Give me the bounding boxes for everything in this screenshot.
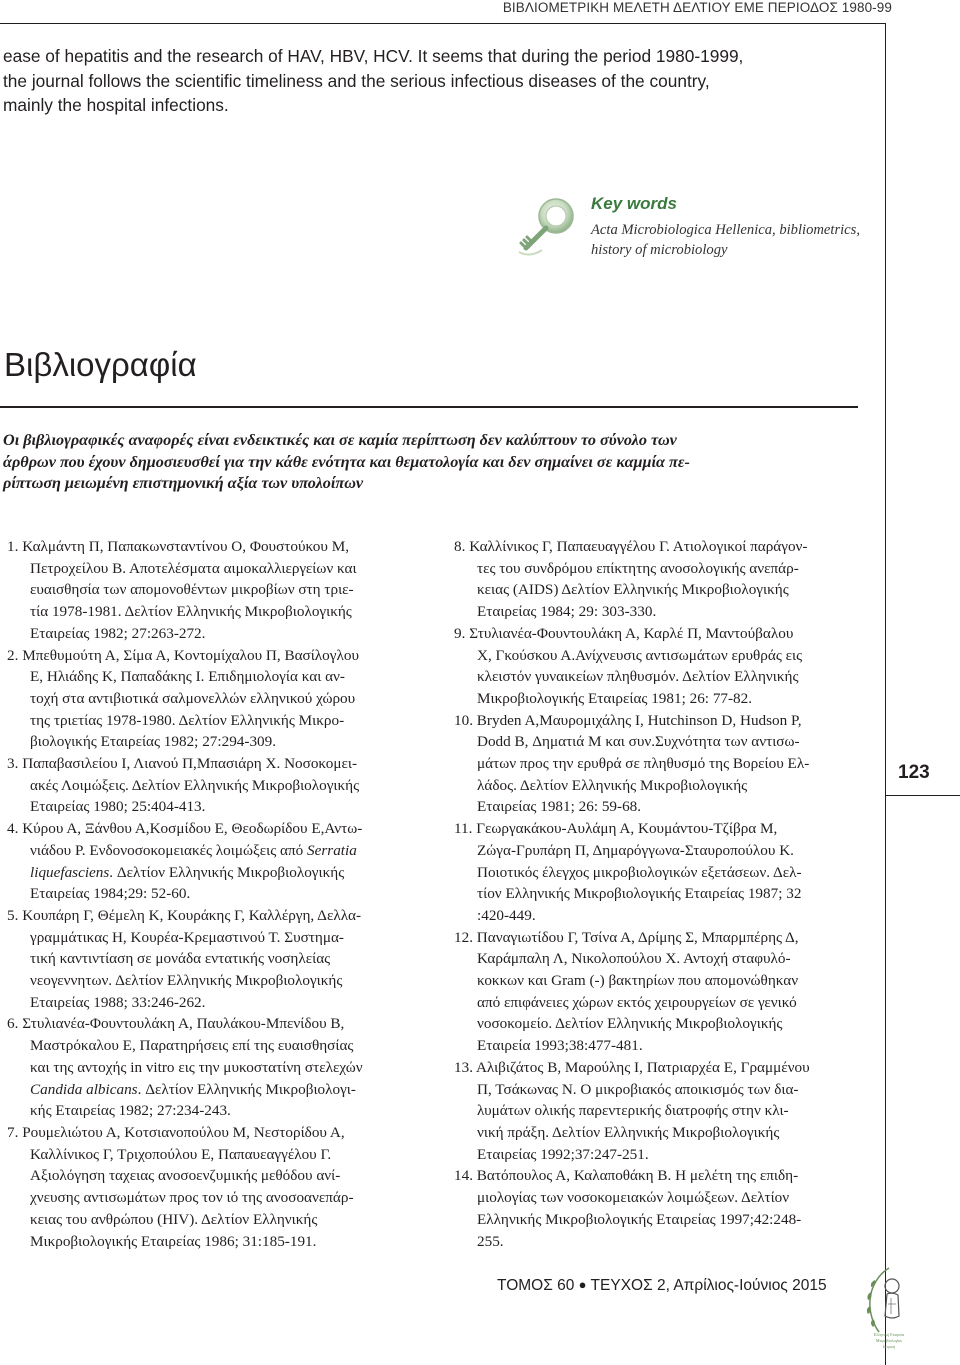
reference-text: μιολογίας των νοσοκομειακών λοιμώξεων. Δελτίον [477, 1189, 790, 1207]
reference-text: από επιφάνειες χώρων εκτός χειρουργείων σε γενικό [477, 993, 797, 1011]
reference-text: τες του συνδρόμου επίκτητης ανοσολογικής ανεπάρ- [477, 559, 799, 577]
reference-line [454, 558, 862, 580]
reference-text: Χ, Γκούσκου Α.Ανίχνευσις αντισωμάτων ερυθράς εις [477, 646, 803, 664]
bullet-icon: ● [578, 1277, 587, 1292]
reference-text: τοχή στα αντιβιοτικά σαλμονελλών ελληνικού χώρου [30, 689, 356, 707]
reference-text: 13. Αλιβιζάτος Β, Μαρούλης Ι, Πατριαρχέα Ε, Γραμμένου [454, 1058, 810, 1076]
reference-line [454, 1100, 862, 1122]
reference-line [7, 688, 415, 710]
reference-text: Μικροβιολογικής Εταιρείας 1981; 26: 77-82. [477, 689, 753, 707]
section-title: Βιβλιογραφία [4, 346, 197, 383]
society-seal-icon [861, 1264, 917, 1354]
reference-start-line [7, 645, 415, 667]
keywords-list [591, 220, 881, 260]
reference-start-line [454, 710, 862, 732]
reference-text: Ελληνικής Μικροβιολογικής Εταιρείας 1997;42:248- [477, 1210, 802, 1228]
reference-text: Dodd B, Δηματιά Μ και συν.Συχνότητα των αντισω- [477, 733, 800, 751]
reference-line [454, 1079, 862, 1101]
species-name: Serratia [307, 841, 357, 859]
reference-text: Μικροβιολογικής Εταιρείας 1986; 31:185-191. [30, 1232, 317, 1250]
reference-text: κειας του ανθρώπου (HIV). Δελτίον Ελληνικής [30, 1210, 318, 1228]
reference-line [454, 1187, 862, 1209]
reference-text: :420-449. [477, 906, 536, 924]
reference-start-line [7, 1013, 415, 1035]
reference-text: λυμάτων ολικής παρεντερικής διατροφής στην κλι- [477, 1102, 789, 1120]
reference-text: και της αντοχής in vitro εις την μυκοστατίνη στελεχών [30, 1058, 363, 1076]
reference-text: 4. Κύρου Α, Ξάνθου Α,Κοσμίδου Ε, Θεοδωρίδου Ε,Αντω- [7, 820, 363, 838]
reference-line [7, 1231, 415, 1253]
reference-text: . Δελτίον Ελληνικής Μικροβιολογικής [109, 863, 345, 881]
reference-text: 8. Καλλίνικος Γ, Παπαευαγγέλου Γ. Ατιολογικοί παράγον- [454, 538, 808, 555]
keywords-title: Key words [591, 194, 677, 213]
reference-text: Εταιρεία 1993;38:477-481. [477, 1037, 643, 1055]
reference-line [454, 840, 862, 862]
reference-text: 11. Γεωργακάκου-Αυλάμη Α, Κουμάντου-Τζίβρα Μ, [454, 820, 778, 838]
reference-text: 3. Παπαβασιλείου Ι, Λιανού Π,Μπασιάρη Χ. Νοσοκομει- [7, 755, 358, 773]
reference-line [7, 666, 415, 688]
reference-text: Ποιοτικός έλεγχος μικροβιολογικών εξετάσεων. Δελ- [477, 863, 802, 881]
reference-text: 1. Καλμάντη Π, Παπακωνσταντίνου Ο, Φουστούκου Μ, [7, 538, 350, 555]
reference-line [454, 666, 862, 688]
reference-line [7, 1187, 415, 1209]
reference-start-line [454, 1057, 862, 1079]
reference-start-line [454, 818, 862, 840]
reference-text: Εταιρείας 1988; 33:246-262. [30, 993, 206, 1011]
reference-line [454, 1035, 862, 1057]
reference-start-line [7, 753, 415, 775]
reference-text: Αξιολόγηση ταχειας ανοσοενζυμικής μεθόδου ανί- [30, 1167, 341, 1185]
reference-text: Εταιρείας 1982; 27:263-272. [30, 624, 206, 642]
reference-text: Εταιρείας 1984;29: 52-60. [30, 885, 191, 903]
reference-text: γραμμάτικας Η, Κουρέα-Κρεμαστινού Τ. Συστημα- [30, 928, 344, 946]
page-number: 123 [898, 762, 930, 783]
header-rule [0, 23, 886, 24]
reference-text: λάδος. Δελτίον Ελληνικής Μικροβιολογικής [477, 776, 748, 794]
reference-text: 7. Ρουμελιώτου Α, Κοτσιανοπούλου Μ, Νεστορίδου Α, [7, 1123, 345, 1141]
reference-text: ακές Λοιμώξεις. Δελτίον Ελληνικής Μικροβιολογικής [30, 776, 360, 794]
reference-text: 255. [477, 1232, 504, 1250]
reference-line [7, 1057, 415, 1079]
reference-line [454, 905, 862, 927]
reference-line [7, 623, 415, 645]
reference-text: Εταιρείας 1980; 25:404-413. [30, 798, 206, 816]
abstract-line: the journal follows the scientific timeliness and the serious infectious diseases of the country, [3, 70, 710, 91]
reference-line [7, 840, 415, 862]
reference-start-line [7, 536, 415, 558]
reference-line [454, 862, 862, 884]
reference-line [7, 1144, 415, 1166]
reference-line [7, 927, 415, 949]
abstract-line: mainly the hospital infections. [3, 95, 229, 115]
reference-text: 14. Βατόπουλος Α, Καλαποθάκη Β. Η μελέτη της επιδη- [454, 1167, 799, 1185]
reference-line [7, 992, 415, 1014]
reference-text: κοκκων και Gram (-) βακτηρίων που απομονώθηκαν [477, 972, 799, 990]
reference-line [454, 948, 862, 970]
reference-text: κλειστόν γυναικείων πληθυσμόν. Δελτίον Ελληνικής [477, 668, 799, 686]
reference-text: βιολογικής Εταιρείας 1982; 27:294-309. [30, 733, 277, 751]
reference-text: Ζώγα-Γρυπάρη Π, Δημαρόγγωνα-Σταυροπούλου Κ. [477, 841, 794, 859]
reference-text: μάτων προς την ερυθρά σε πληθυσμό της Βορείου Ελ- [477, 755, 810, 773]
reference-line [454, 579, 862, 601]
reference-line [454, 796, 862, 818]
reference-text: Εταιρείας 1992;37:247-251. [477, 1145, 649, 1163]
reference-line [454, 1013, 862, 1035]
reference-text: Μαστρόκαλου Ε, Παρατηρήσεις επί της ευαισθησίας [30, 1037, 354, 1055]
reference-line [454, 1209, 862, 1231]
footer-issue: ΤΕΥΧΟΣ 2, Απρίλιος-Ιούνιος 2015 [590, 1277, 827, 1294]
reference-text: Εταιρείας 1984; 29: 303-330. [477, 603, 657, 621]
reference-text: νιάδου Ρ. Ενδονοσοκομειακές λοιμώξεις από [30, 841, 304, 859]
reference-line [454, 775, 862, 797]
reference-line [7, 710, 415, 732]
reference-text: Ε, Ηλιάδης Κ, Παπαδάκης Ι. Επιδημιολογία και αν- [30, 668, 345, 686]
reference-line [7, 1165, 415, 1187]
reference-start-line [454, 927, 862, 949]
reference-text: νική πράξη. Δελτίον Ελληνικής Μικροβιολογικής [477, 1123, 780, 1141]
reference-line [454, 1144, 862, 1166]
svg-text:Ελληνική Εταιρεία: Ελληνική Εταιρεία [873, 1332, 905, 1337]
keywords-line: Acta Microbiologica Hellenica, bibliometrics, [591, 222, 860, 238]
reference-text: 10. Bryden A,Μαυρομιχάλης Ι, Hutchinson D, Hudson P, [454, 711, 802, 729]
reference-text: 2. Μπεθυμούτη Α, Σίμα Α, Κοντομίχαλου Π, Βασίλογλου [7, 646, 359, 664]
references-disclaimer [3, 430, 863, 495]
reference-line [454, 645, 862, 667]
reference-text: κής Εταιρείας 1982; 27:234-243. [30, 1102, 231, 1120]
reference-text: τία 1978-1981. Δελτίον Ελληνικής Μικροβιολογικής [30, 603, 352, 621]
reference-text: Καράμπαλη Λ, Νικολοπούλου Χ. Αντοχή σταφυλό- [477, 950, 791, 968]
reference-line [454, 601, 862, 623]
reference-line [7, 796, 415, 818]
reference-text: Πετροχείλου Β. Αποτελέσματα αιμοκαλλιεργείων και [30, 559, 357, 577]
reference-text: τική καντιντίαση σε μονάδα εντατικής νοσηλείας [30, 950, 331, 968]
footer-volume: ΤΟΜΟΣ 60 [497, 1277, 575, 1294]
disclaimer-line: Οι βιβλιογραφικές αναφορές είναι ενδεικτικές και σε καμία περίπτωση δεν καλύπτουν το σύνολο των [3, 431, 677, 449]
page-number-rule [886, 795, 960, 796]
footer-issue-info [497, 1277, 827, 1295]
reference-start-line [7, 1122, 415, 1144]
margin-rule [885, 23, 886, 1365]
reference-text: κειας (AIDS) Δελτίον Ελληνικής Μικροβιολογικής [477, 581, 789, 599]
reference-line [454, 688, 862, 710]
reference-line [454, 992, 862, 1014]
reference-line [7, 1035, 415, 1057]
key-icon [516, 192, 588, 260]
reference-text: νεογεννητων. Δελτίον Ελληνικής Μικροβιολογικής [30, 972, 343, 990]
reference-start-line [454, 1165, 862, 1187]
reference-text: χνευσης αντισωμάτων προς τον ιό της ανοσοανεπάρ- [30, 1189, 354, 1207]
reference-text: 6. Στυλιανέα-Φουντουλάκη Α, Παυλάκου-Μπενίδου Β, [7, 1015, 345, 1033]
reference-line [454, 753, 862, 775]
reference-text: 12. Παναγιωτίδου Γ, Τσίνα Α, Δρίμης Σ, Μπαρμπέρης Δ, [454, 928, 799, 946]
reference-line [7, 970, 415, 992]
abstract-line: ease of hepatitis and the research of HAV, HBV, HCV. It seems that during the period 1980-1999, [3, 46, 744, 66]
abstract-continuation [3, 44, 803, 118]
species-name: liquefasciens [30, 863, 110, 881]
references-left-column [7, 536, 415, 1252]
species-name: Candida albicans [30, 1080, 138, 1098]
reference-line [7, 948, 415, 970]
reference-line [454, 1231, 862, 1253]
section-rule [0, 406, 858, 408]
reference-line [7, 862, 415, 884]
reference-line [7, 731, 415, 753]
reference-start-line [7, 818, 415, 840]
disclaimer-line: άρθρων που έχουν δημοσιευσθεί για την κάθε ενότητα και θεματολογία και δεν σημαίνει σε καμμία πε- [3, 452, 690, 471]
reference-text: 5. Κουπάρη Γ, Θέμελη Κ, Κουράκης Γ, Καλλέργη, Δελλα- [7, 906, 362, 924]
reference-line [7, 601, 415, 623]
reference-text: . Δελτίον Ελληνικής Μικροβιολογι- [137, 1080, 356, 1098]
reference-text: τίον Ελληνικής Μικροβιολογικής Εταιρείας 1987; 32 [477, 885, 802, 903]
reference-line [454, 970, 862, 992]
reference-line [7, 1209, 415, 1231]
reference-line [7, 883, 415, 905]
reference-text: Π, Τσάκωνας Ν. Ο μικροβιακός αποικισμός των δια- [477, 1080, 799, 1098]
reference-text: της τριετίας 1978-1980. Δελτίον Ελληνικής Μικρο- [30, 711, 345, 729]
reference-start-line [454, 536, 862, 558]
reference-text: 9. Στυλιανέα-Φουντουλάκη Α, Καρλέ Π, Μαντούβαλου [454, 624, 794, 642]
reference-start-line [454, 623, 862, 645]
reference-line [7, 1100, 415, 1122]
reference-line [7, 579, 415, 601]
keywords-line: history of microbiology [591, 242, 728, 258]
reference-line [454, 883, 862, 905]
reference-line [454, 1122, 862, 1144]
svg-text:Μικροβιολογίας: Μικροβιολογίας [875, 1338, 903, 1343]
reference-line [7, 1079, 415, 1101]
references-right-column [454, 536, 862, 1252]
disclaimer-line: ρίπτωση μειωμένη επιστημονική αξία των υπολοίπων [3, 474, 364, 492]
reference-start-line [7, 905, 415, 927]
running-head: ΒΙΒΛΙΟΜΕΤΡΙΚΗ ΜΕΛΕΤΗ ΔΕΛΤΙΟΥ ΕΜΕ ΠΕΡΙΟΔΟΣ 1980-99 [502, 0, 892, 15]
svg-text:Ιατρική: Ιατρική [882, 1344, 896, 1349]
reference-text: Καλλίνικος Γ, Τριχοπούλου Ε, Παπαυεαγγέλου Γ. [30, 1145, 332, 1163]
reference-line [7, 775, 415, 797]
reference-text: νοσοκομείο. Δελτίον Ελληνικής Μικροβιολογικής [477, 1015, 783, 1033]
reference-text: Εταιρείας 1981; 26: 59-68. [477, 798, 642, 816]
reference-line [454, 731, 862, 753]
reference-line [7, 558, 415, 580]
reference-text: ευαισθησία των απομονοθέντων μικροβίων στη τριε- [30, 581, 354, 599]
